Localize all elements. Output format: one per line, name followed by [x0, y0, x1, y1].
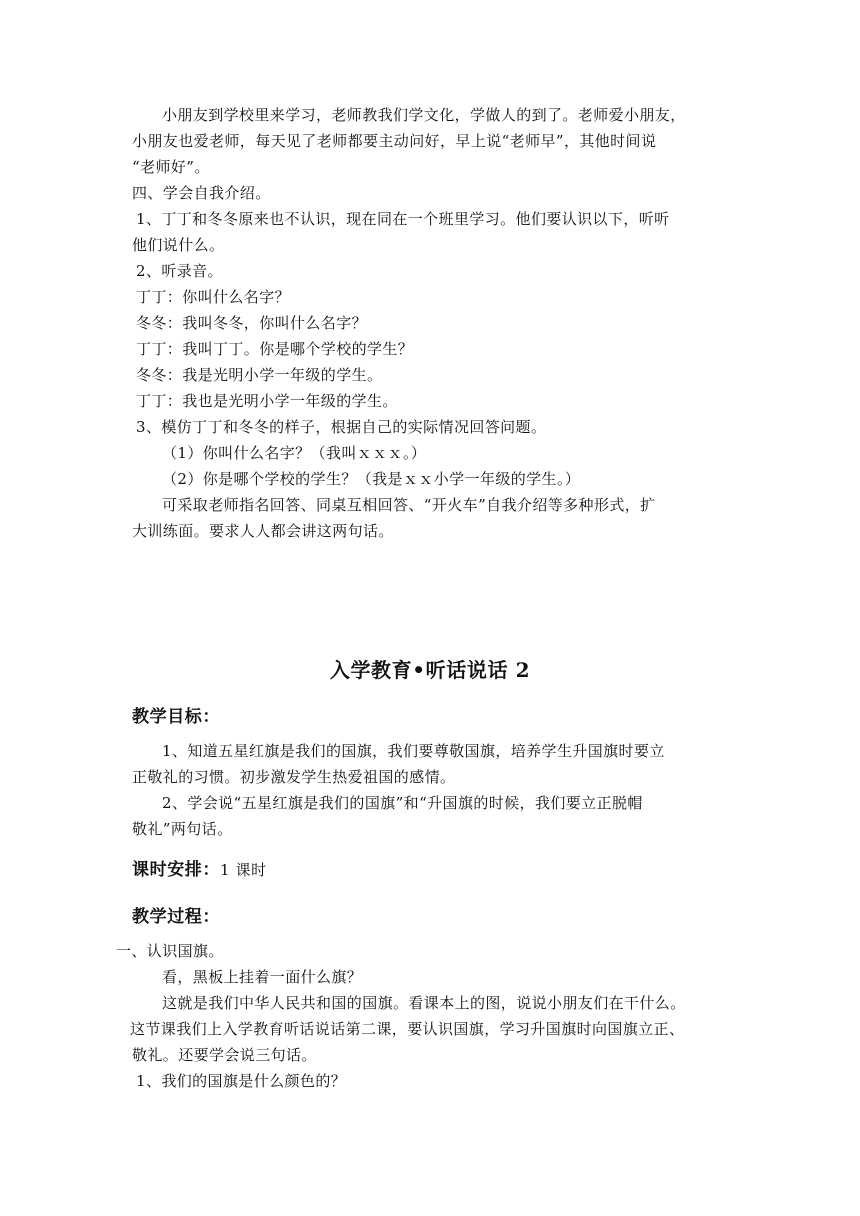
- dialogue-line: 丁丁：我也是光明小学一年级的学生。: [136, 392, 398, 410]
- objectives-heading: 教学目标：: [132, 707, 220, 727]
- paragraph-line: 小朋友到学校里来学习，老师教我们学文化，学做人的到了。老师爱小朋友，: [162, 106, 686, 124]
- dialogue-line: 冬冬：我叫冬冬，你叫什么名字？: [136, 314, 368, 332]
- process-line: 1、我们的国旗是什么颜色的？: [136, 1072, 347, 1090]
- paragraph-line: 小朋友也爱老师，每天见了老师都要主动问好，早上说“老师早”，其他时间说: [132, 132, 657, 150]
- objective-line: 2、学会说“五星红旗是我们的国旗”和“升国旗的时候，我们要立正脱帽: [162, 794, 643, 812]
- lesson-title: 入学教育•听话说话 2: [329, 658, 531, 682]
- dialogue-line: 丁丁：你叫什么名字？: [136, 288, 291, 306]
- section-heading-line: 四、学会自我介绍。: [132, 184, 271, 202]
- process-line: 敬礼。还要学会说三句话。: [132, 1046, 317, 1064]
- schedule-label: 课时安排：: [132, 860, 220, 880]
- dialogue-line: 丁丁：我叫丁丁。你是哪个学校的学生？: [136, 340, 414, 358]
- process-line: 这节课我们上入学教育听话说话第二课，要认识国旗，学习升国旗时向国旗立正、: [130, 1020, 685, 1038]
- objective-line: 1、知道五星红旗是我们的国旗，我们要尊敬国旗，培养学生升国旗时要立: [162, 742, 665, 760]
- part1-body: [132, 102, 730, 544]
- question-line: （2）你是哪个学校的学生？（我是ｘｘ小学一年级的学生。）: [162, 470, 581, 488]
- question-line: （1）你叫什么名字？（我叫ｘｘｘ。）: [162, 444, 427, 462]
- dialogue-line: 冬冬：我是光明小学一年级的学生。: [136, 366, 383, 384]
- objectives-body: [132, 738, 730, 842]
- paragraph-line: 可采取老师指名回答、同桌互相回答、“开火车”自我介绍等多种形式，扩: [162, 496, 656, 514]
- objective-line: 敬礼”两句话。: [132, 820, 233, 838]
- process-line: 这就是我们中华人民共和国的国旗。看课本上的图，说说小朋友们在干什么。: [162, 994, 686, 1012]
- process-body: [116, 938, 730, 1094]
- paragraph-line: 他们说什么。: [132, 236, 225, 254]
- paragraph-line: “老师好”。: [132, 158, 210, 176]
- process-line: 一、认识国旗。: [116, 942, 224, 960]
- process-line: 看，黑板上挂着一面什么旗？: [162, 968, 363, 986]
- paragraph-line: 3、模仿丁丁和冬冬的样子，根据自己的实际情况回答问题。: [136, 418, 547, 436]
- schedule-value: 1 课时: [220, 861, 267, 879]
- paragraph-line: 1、丁丁和冬冬原来也不认识，现在同在一个班里学习。他们要认识以下，听听: [136, 210, 670, 228]
- objective-line: 正敬礼的习惯。初步激发学生热爱祖国的感情。: [132, 768, 456, 786]
- schedule-heading: [132, 855, 267, 880]
- paragraph-line: 2、听录音。: [136, 262, 223, 280]
- paragraph-line: 大训练面。要求人人都会讲这两句话。: [132, 522, 394, 540]
- process-heading: 教学过程：: [132, 907, 220, 927]
